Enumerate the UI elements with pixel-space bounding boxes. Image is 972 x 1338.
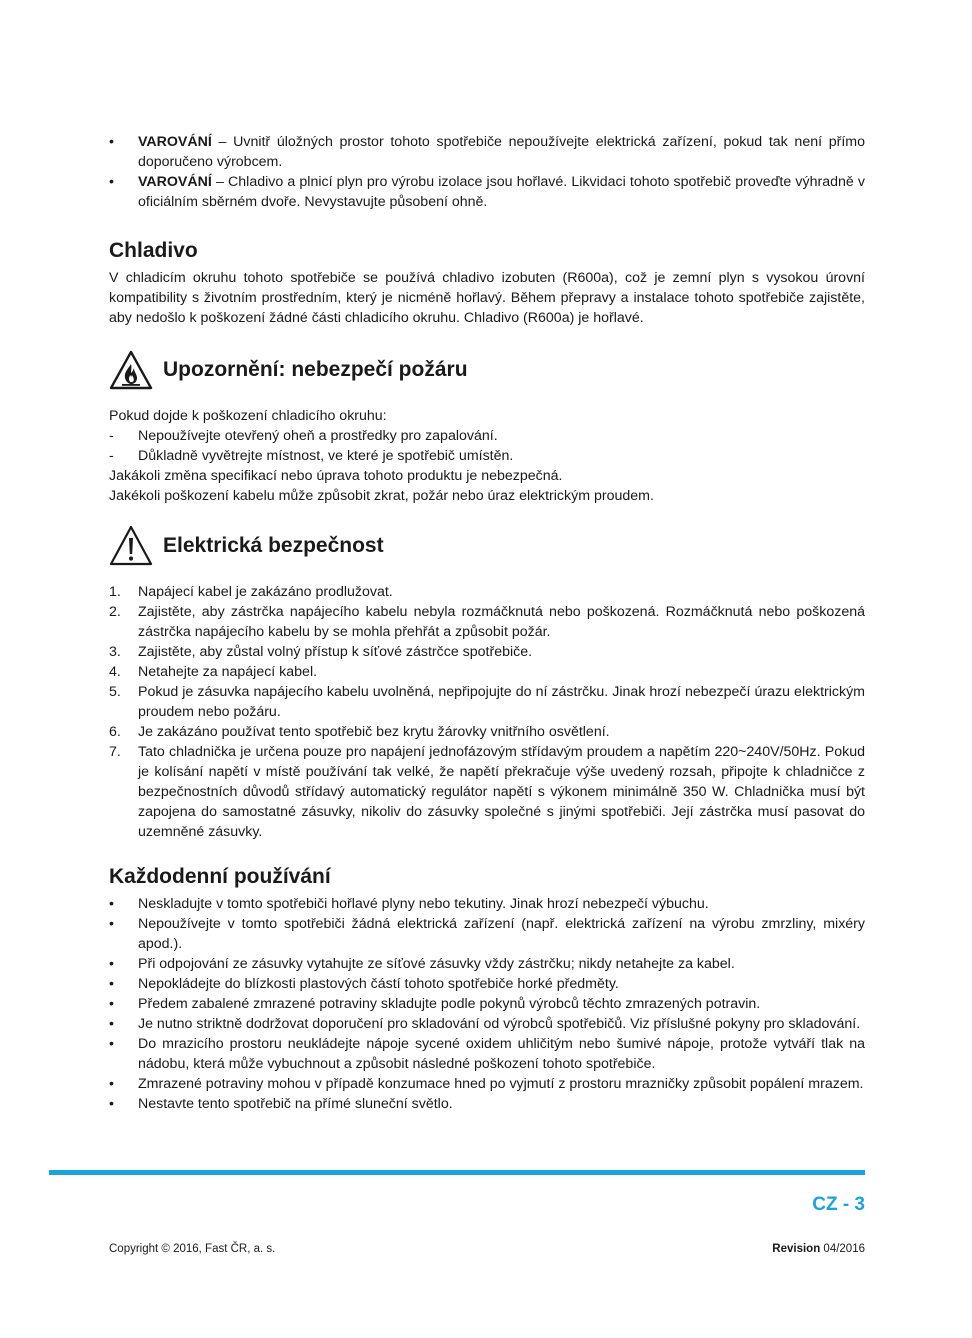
fire-intro: Pokud dojde k poškození chladicího okruhu: <box>109 408 387 424</box>
list-item: 7. Tato chladnička je určena pouze pro napájení jednofázovým střídavým proudem a napětím 220~240V/50Hz. Pokud je kolísání napětí v místě používání tak velké, že napětí překračuje výše uvedený rozsah, připojte k chladničce z bezpečnostních důvodů střídavý automatický regulátor napětí s výkonem minimálně 350 W. Chladnička musí být zapojena do samostatné zásuvky, nikoliv do zásuvky společné s jinými spotřebiči. Její zástrčka musí pasovat do uzemněné zásuvky. <box>109 744 865 840</box>
list-item: 1. Napájecí kabel je zakázáno prodlužovat. <box>109 584 393 600</box>
warning-label: VAROVÁNÍ <box>138 134 212 150</box>
list-item: • Nestavte tento spotřebič na přímé sluneční světlo. <box>109 1096 453 1112</box>
page-number: CZ - 3 <box>812 1194 865 1215</box>
list-item: 5. Pokud je zásuvka napájecího kabelu uvolněná, nepřipojujte do ní zástrčku. Jinak hrozí nebezpečí úrazu elektrickým proudem nebo požáru. <box>109 684 865 720</box>
bullet-marker: • <box>109 174 114 190</box>
list-item: - Důkladně vyvětrejte místnost, ve které je spotřebič umístěn. <box>109 448 514 464</box>
bullet-marker: • <box>109 956 114 972</box>
list-item: 6. Je zakázáno používat tento spotřebič bez krytu žárovky vnitřního osvětlení. <box>109 724 610 740</box>
list-item: • Nepokládejte do blízkosti plastových částí tohoto spotřebiče horké předměty. <box>109 976 619 992</box>
warning-list <box>109 132 865 212</box>
list-item: • Zmrazené potraviny mohou v případě konzumace hned po vyjmutí z prostoru mrazničky způsobit popálení mrazem. <box>109 1076 864 1092</box>
list-item: • Při odpojování ze zásuvky vytahujte ze síťové zásuvky vždy zástrčku; nikdy netahejte za kabel. <box>109 956 735 972</box>
list-item: • Do mrazicího prostoru neukládejte nápoje sycené oxidem uhličitým nebo šumivé nápoje, protože vytváří tlak na nádobu, která může vybuchnout a způsobit následné poškození tohoto spotřebiče. <box>109 1036 865 1072</box>
section-heading-fire: Upozornění: nebezpečí požáru <box>163 358 468 381</box>
bullet-marker: • <box>109 916 114 932</box>
dash-marker: - <box>109 448 114 464</box>
revision-label: Revision <box>772 1243 821 1255</box>
bullet-marker: • <box>109 996 114 1012</box>
page-content <box>109 132 865 1114</box>
daily-list <box>109 894 865 1114</box>
bullet-marker: • <box>109 896 114 912</box>
bullet-marker: • <box>109 134 114 150</box>
footer-divider <box>49 1170 865 1175</box>
list-item: 4. Netahejte za napájecí kabel. <box>109 664 318 680</box>
list-item: - Nepoužívejte otevřený oheň a prostředky pro zapalování. <box>109 428 498 444</box>
bullet-marker: • <box>109 976 114 992</box>
section-heading-daily: Každodenní používání <box>109 865 331 888</box>
bullet-marker: • <box>109 1016 114 1032</box>
warning-item <box>109 132 865 172</box>
fire-line-2: Jakékoli poškození kabelu může způsobit zkrat, požár nebo úraz elektrickým proudem. <box>109 488 654 504</box>
warning-text: – Uvnitř úložných prostor tohoto spotřebiče nepoužívejte elektrická zařízení, pokud tak není přímo doporučeno výrobcem. <box>138 134 865 170</box>
list-item: 2. Zajistěte, aby zástrčka napájecího kabelu nebyla rozmáčknutá nebo poškozená. Rozmáčknutá nebo poškozená zástrčka napájecího kabelu by se mohla přehřát a způsobit požár. <box>109 604 865 640</box>
dash-marker: - <box>109 428 114 444</box>
warning-text: – Chladivo a plnicí plyn pro výrobu izolace jsou hořlavé. Likvidaci tohoto spotřebič proveďte výhradně v oficiálním sběrném dvoře. Nevystavujte působení ohně. <box>138 174 865 210</box>
list-item: • Předem zabalené zmrazené potraviny skladujte podle pokynů výrobců těchto zmrazených potravin. <box>109 996 761 1012</box>
fire-warning-header <box>109 348 865 392</box>
bullet-marker: • <box>109 1096 114 1112</box>
flammable-warning-icon <box>109 350 153 390</box>
list-item: 3. Zajistěte, aby zůstal volný přístup k síťové zástrčce spotřebiče. <box>109 644 533 660</box>
fire-line-1: Jakákoli změna specifikací nebo úprava tohoto produktu je nebezpečná. <box>109 468 563 484</box>
copyright-text: Copyright © 2016, Fast ČR, a. s. <box>109 1243 276 1255</box>
list-item: • Neskladujte v tomto spotřebiči hořlavé plyny nebo tekutiny. Jinak hrozí nebezpečí výbuchu. <box>109 896 709 912</box>
electrical-warning-header <box>109 524 865 568</box>
revision-info <box>772 1243 865 1255</box>
list-item: • Nepoužívejte v tomto spotřebiči žádná elektrická zařízení (např. elektrická zařízení na výrobu zmrzliny, mixéry apod.). <box>109 916 865 952</box>
warning-label: VAROVÁNÍ <box>138 174 212 190</box>
fire-list <box>109 426 865 466</box>
section-heading-refrigerant: Chladivo <box>109 239 198 262</box>
revision-date: 04/2016 <box>823 1243 865 1255</box>
warning-item <box>109 172 865 212</box>
bullet-marker: • <box>109 1036 114 1052</box>
section-heading-electrical: Elektrická bezpečnost <box>163 534 384 557</box>
bullet-marker: • <box>109 1076 114 1092</box>
refrigerant-paragraph: V chladicím okruhu tohoto spotřebiče se používá chladivo izobuten (R600a), což je zemní plyn s vysokou úrovní kompatibility s životním prostředním, který je nicméně hořlavý. Během přepravy a instalace tohoto spotřebiče zajistěte, aby nedošlo k poškození žádné části chladicího okruhu. Chladivo (R600a) je hořlavé. <box>109 270 865 326</box>
electrical-list <box>109 582 865 842</box>
exclamation-warning-icon <box>109 525 153 567</box>
list-item: • Je nutno striktně dodržovat doporučení pro skladování od výrobců spotřebičů. Viz příslušné pokyny pro skladování. <box>109 1016 861 1032</box>
